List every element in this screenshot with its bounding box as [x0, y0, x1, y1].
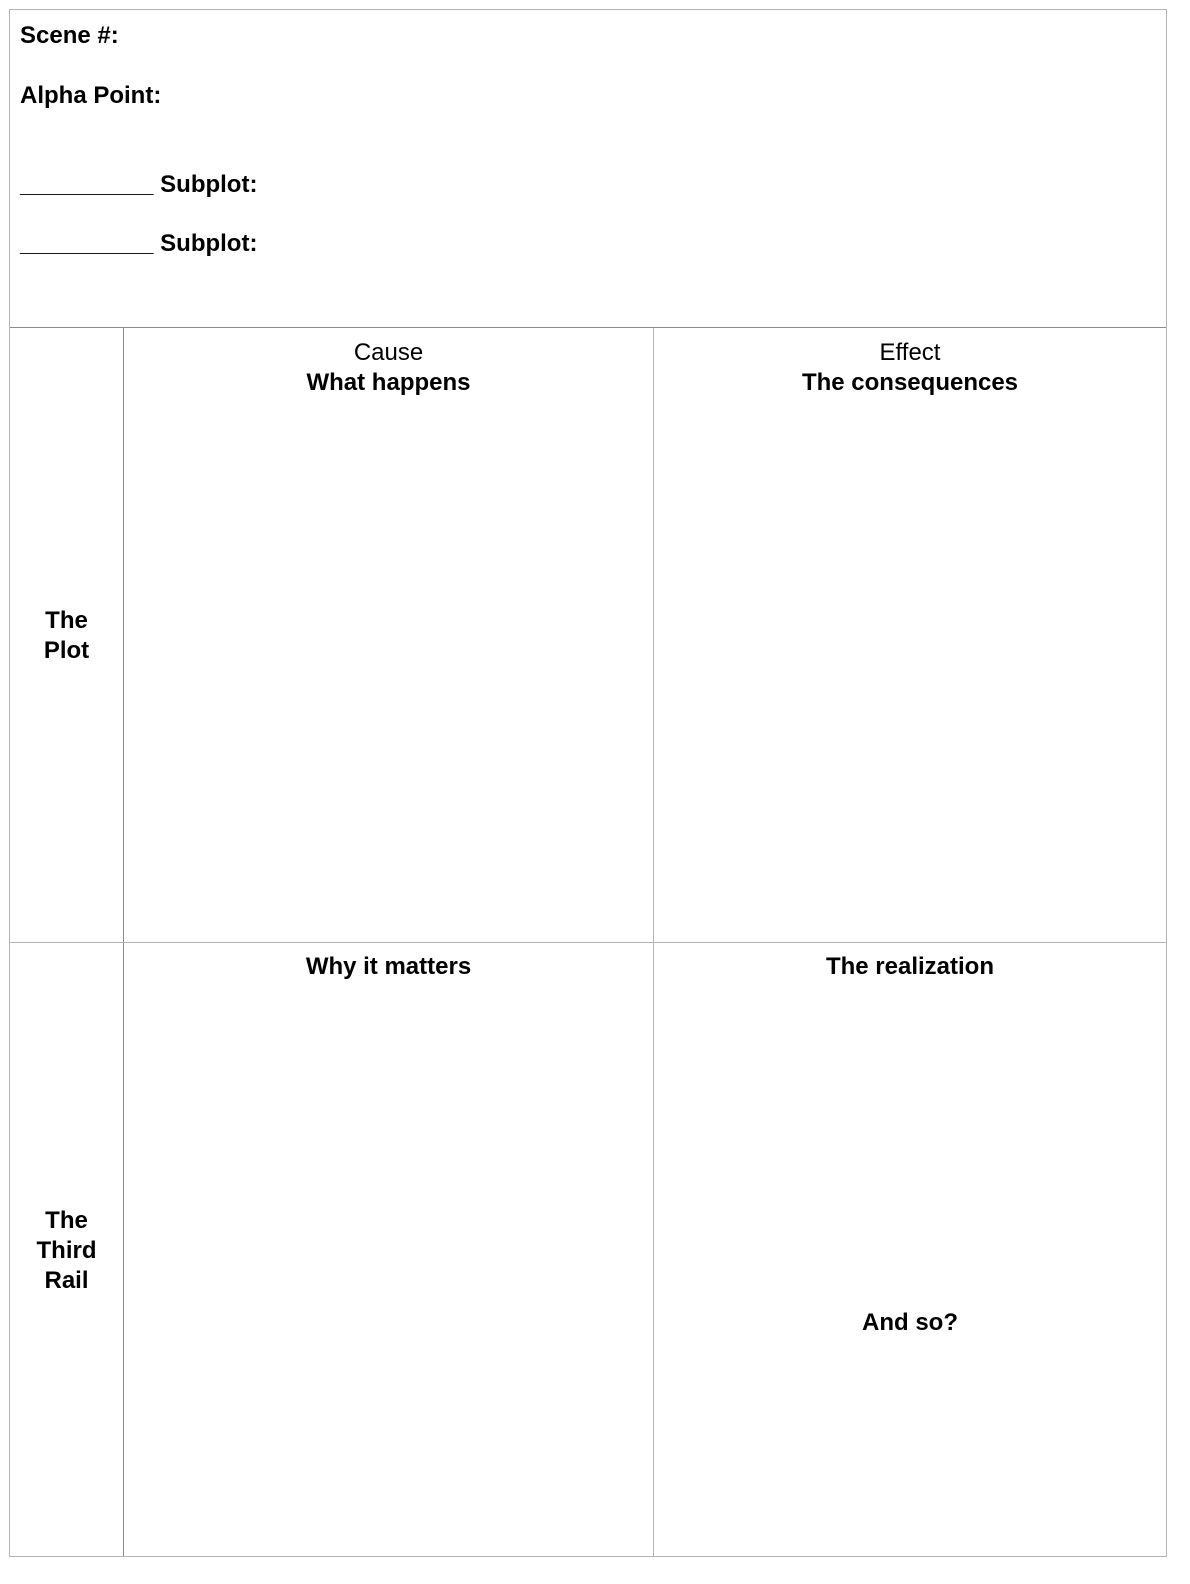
realization-cell-header [654, 952, 1166, 982]
cause-column-header [124, 338, 653, 398]
header-section [10, 10, 1166, 328]
and-so-prompt: And so? [862, 1309, 958, 1336]
effect-column-header [654, 338, 1166, 398]
row-label-plot-line: Plot [43, 637, 90, 664]
worksheet [9, 9, 1167, 1557]
scene-number-label: Scene #: [20, 22, 119, 49]
subplot-2-label: __________ Subplot: [20, 230, 258, 257]
cause-effect-table [10, 328, 1166, 1556]
effect-title: Effect [879, 339, 941, 366]
cause-title: Cause [353, 339, 424, 366]
row-label-third-rail-line: Third [36, 1237, 97, 1264]
alpha-point-label: Alpha Point: [20, 82, 162, 109]
row-label-third-rail-line: The [45, 1207, 88, 1234]
row-label-plot [10, 606, 123, 666]
cause-subtitle: What happens [306, 369, 471, 396]
why-it-matters-cell-header [124, 952, 653, 982]
subplot-1-label: __________ Subplot: [20, 171, 258, 198]
row-label-third-rail [10, 1206, 123, 1296]
effect-subtitle: The consequences [801, 369, 1019, 396]
row-label-plot-line: The [45, 607, 88, 634]
row-label-third-rail-line: Rail [44, 1267, 89, 1294]
realization-prompt: The realization [825, 953, 995, 980]
why-it-matters-prompt: Why it matters [305, 953, 472, 980]
row-divider [10, 942, 1166, 943]
